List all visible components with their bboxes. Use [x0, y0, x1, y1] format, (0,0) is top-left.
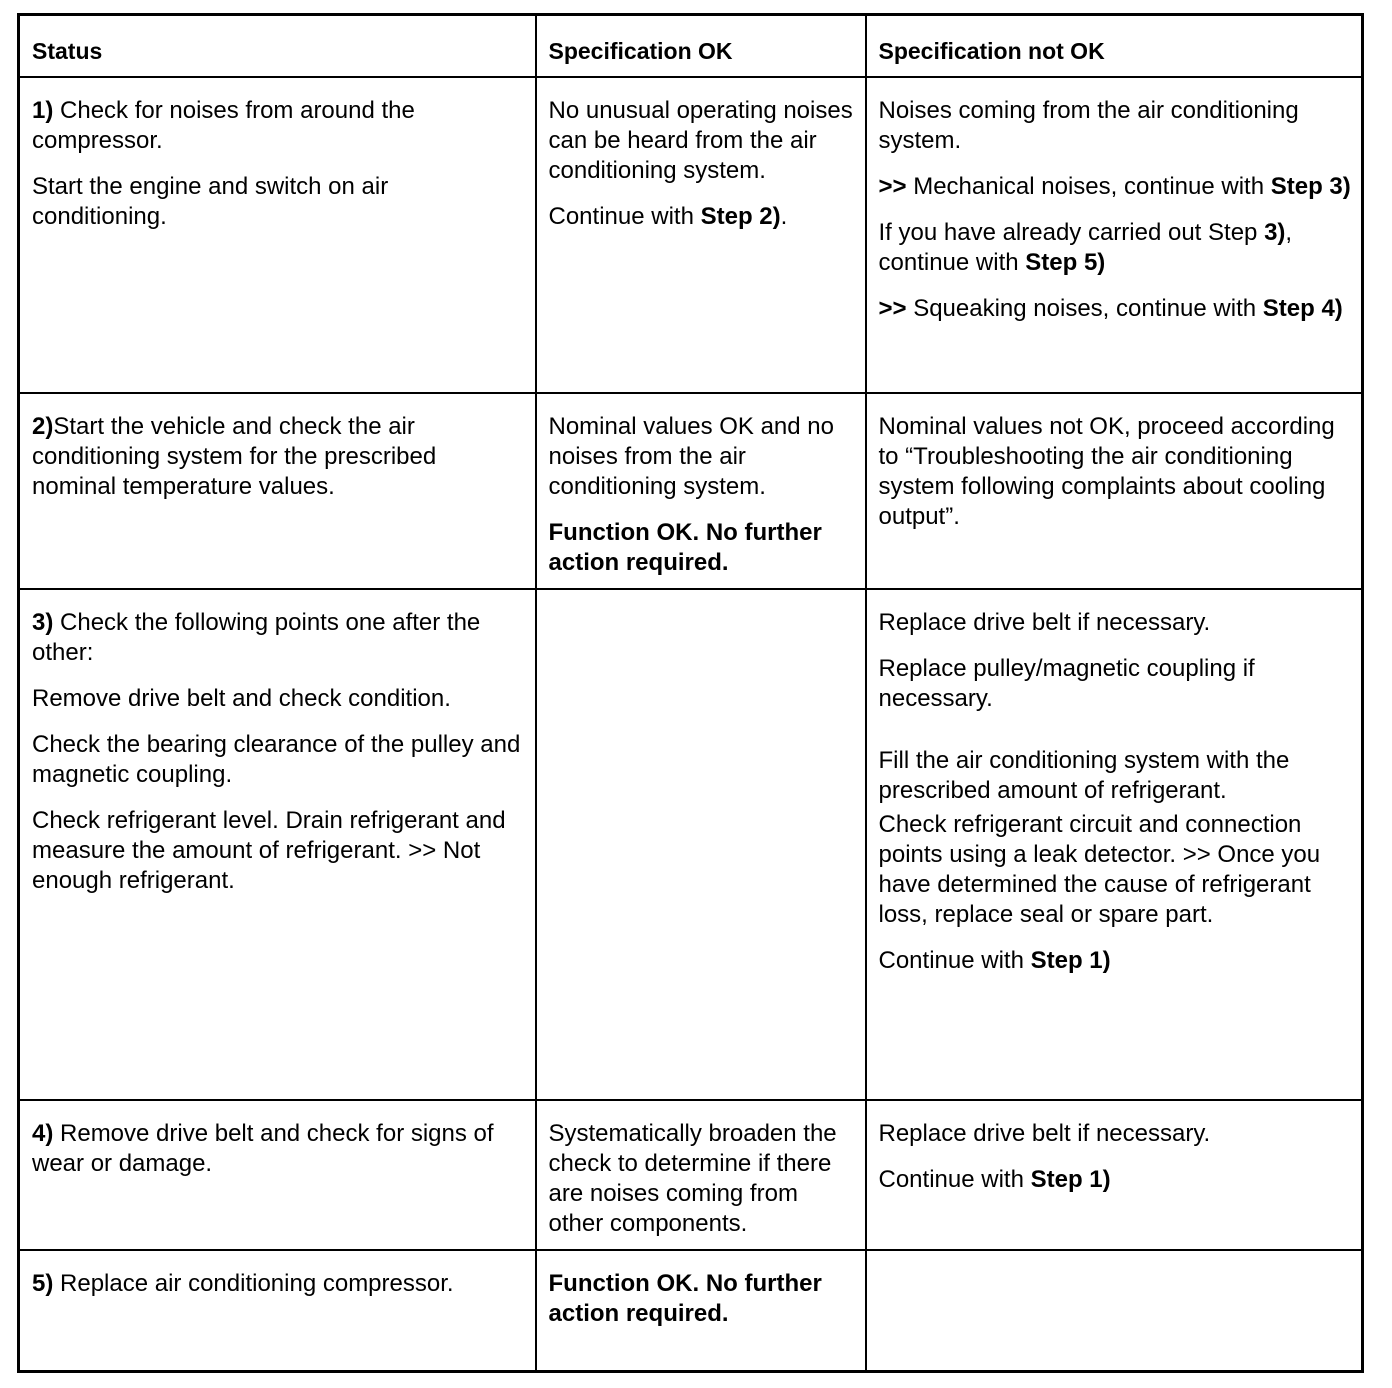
- status-cell: [19, 1250, 536, 1371]
- spec-ok-cell: [536, 589, 866, 1100]
- status-cell: [19, 589, 536, 1100]
- step-number: 2): [32, 413, 54, 440]
- function-ok-note: Function OK. No further action required.: [548, 1270, 822, 1327]
- step-instruction: Check the bearing clearance of the pulley and magnetic coupling.: [32, 731, 521, 788]
- status-cell: [19, 1100, 536, 1250]
- function-ok-note: Function OK. No further action required.: [548, 519, 822, 576]
- table-row: [19, 77, 1363, 393]
- branch-note: >> Mechanical noises, continue with Step 3): [878, 173, 1351, 200]
- spec-not-ok-cell: [866, 77, 1363, 393]
- result-text: Noises coming from the air conditioning system.: [878, 97, 1299, 154]
- step-description: 5) Replace air conditioning compressor.: [32, 1270, 454, 1297]
- result-text: Replace drive belt if necessary.: [878, 609, 1211, 636]
- step-description: 2)Start the vehicle and check the air conditioning system for the prescribed nominal temperature values.: [32, 413, 437, 500]
- spec-not-ok-cell: [866, 1250, 1363, 1371]
- branch-note: >> Squeaking noises, continue with Step 4): [878, 295, 1343, 322]
- step-number: 5): [32, 1270, 54, 1297]
- step-number: 1): [32, 97, 54, 124]
- spec-ok-cell: [536, 393, 866, 589]
- header-spec-ok: Specification OK: [536, 15, 866, 78]
- continue-note: Continue with Step 1): [878, 947, 1111, 974]
- step-instruction: Start the engine and switch on air conditioning.: [32, 173, 389, 230]
- spec-not-ok-cell: [866, 393, 1363, 589]
- result-text: Nominal values OK and no noises from the air conditioning system.: [548, 413, 834, 500]
- spec-ok-cell: [536, 77, 866, 393]
- table-row: [19, 393, 1363, 589]
- result-text: Check refrigerant circuit and connection points using a leak detector. >> Once you have determined the cause of refrigerant loss, replace seal or spare part.: [878, 811, 1321, 928]
- step-description: 4) Remove drive belt and check for signs of wear or damage.: [32, 1120, 494, 1177]
- header-spec-not-ok: Specification not OK: [866, 15, 1363, 78]
- table-row: [19, 589, 1363, 1100]
- spec-not-ok-cell: [866, 589, 1363, 1100]
- status-cell: [19, 77, 536, 393]
- step-instruction: Remove drive belt and check condition.: [32, 685, 451, 712]
- result-text: No unusual operating noises can be heard from the air conditioning system.: [548, 97, 853, 184]
- troubleshooting-table: [17, 13, 1364, 1373]
- header-status: Status: [19, 15, 536, 78]
- step-number: 3): [32, 609, 54, 636]
- result-text: Replace pulley/magnetic coupling if necessary.: [878, 655, 1255, 712]
- step-description: 1) Check for noises from around the compressor.: [32, 97, 415, 154]
- continue-note: Continue with Step 2).: [548, 203, 788, 230]
- result-text: Fill the air conditioning system with the prescribed amount of refrigerant.: [878, 747, 1290, 804]
- step-description: 3) Check the following points one after the other:: [32, 609, 481, 666]
- continue-note: Continue with Step 1): [878, 1166, 1111, 1193]
- branch-note: If you have already carried out Step 3), continue with Step 5): [878, 219, 1293, 276]
- header-row: [19, 15, 1363, 78]
- result-text: Systematically broaden the check to determine if there are noises coming from other components.: [548, 1120, 837, 1237]
- spec-not-ok-cell: [866, 1100, 1363, 1250]
- table-row: [19, 1250, 1363, 1371]
- table-row: [19, 1100, 1363, 1250]
- step-instruction: Check refrigerant level. Drain refrigerant and measure the amount of refrigerant. >> Not enough refrigerant.: [32, 807, 506, 894]
- step-number: 4): [32, 1120, 54, 1147]
- result-text: Replace drive belt if necessary.: [878, 1120, 1211, 1147]
- result-text: Nominal values not OK, proceed according to “Troubleshooting the air conditioning system following complaints about cooling output”.: [878, 413, 1335, 530]
- spec-ok-cell: [536, 1100, 866, 1250]
- status-cell: [19, 393, 536, 589]
- spec-ok-cell: [536, 1250, 866, 1371]
